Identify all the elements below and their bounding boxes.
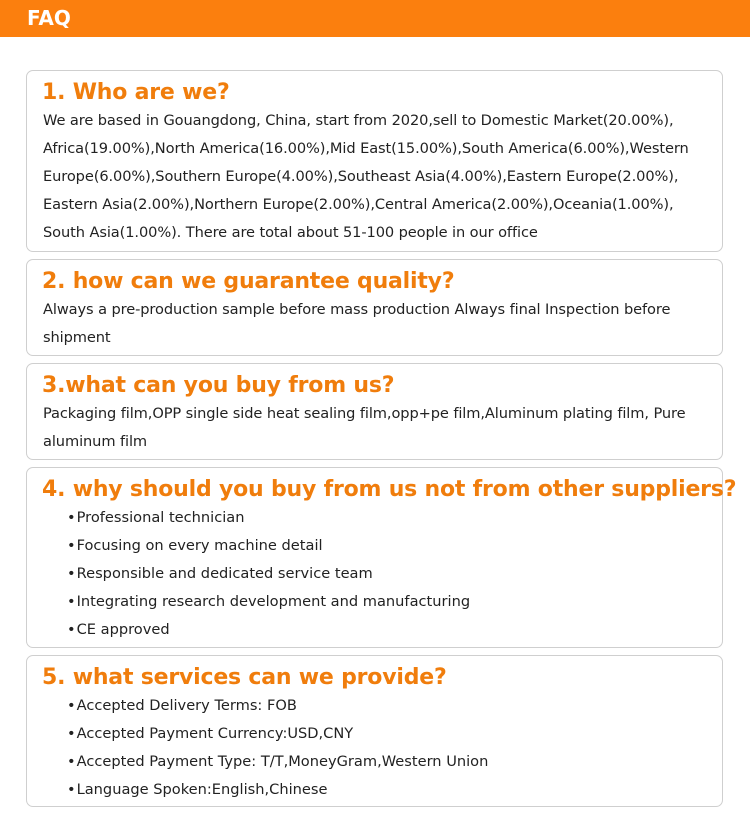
faq-card-2 bbox=[26, 259, 723, 356]
faq-answer-2: Always a pre-production sample before mass production Always final Inspection before shipment bbox=[43, 301, 671, 346]
faq-header bbox=[0, 0, 750, 37]
list-item: • Language Spoken:English,Chinese bbox=[67, 776, 488, 804]
faq-card-5 bbox=[26, 655, 723, 807]
faq-card-3 bbox=[26, 363, 723, 460]
faq-list-5 bbox=[67, 692, 488, 804]
list-item: • Focusing on every machine detail bbox=[67, 532, 470, 560]
faq-list-4 bbox=[67, 504, 470, 644]
faq-question-3: 3.what can you buy from us? bbox=[42, 373, 395, 398]
faq-question-4: 4. why should you buy from us not from other suppliers? bbox=[42, 477, 737, 502]
list-item: • Accepted Delivery Terms: FOB bbox=[67, 692, 488, 720]
list-item: • Accepted Payment Type: T/T,MoneyGram,Western Union bbox=[67, 748, 488, 776]
faq-question-2: 2. how can we guarantee quality? bbox=[42, 269, 455, 294]
list-item: • Professional technician bbox=[67, 504, 470, 532]
faq-question-5: 5. what services can we provide? bbox=[42, 665, 447, 690]
faq-title: FAQ bbox=[27, 6, 71, 30]
list-item: • CE approved bbox=[67, 616, 470, 644]
faq-question-1: 1. Who are we? bbox=[42, 80, 230, 105]
faq-answer-1: We are based in Gouangdong, China, start from 2020,sell to Domestic Market(20.00%), Africa(19.00%),North America(16.00%),Mid East(15.00%),South America(6.00%),Western Europe(6.00%),Southern Europe(4.00%),Southeast Asia(4.00%),Eastern Europe(2.00%), Eastern Asia(2.00%),Northern Europe(2.00%),Central America(2.00%),Oceania(1.00%), South Asia(1.00%). There are total about 51-100 people in our office bbox=[43, 112, 689, 241]
faq-answer-3: Packaging film,OPP single side heat sealing film,opp+pe film,Aluminum plating film, Pure aluminum film bbox=[43, 405, 686, 450]
list-item: • Responsible and dedicated service team bbox=[67, 560, 470, 588]
list-item: • Accepted Payment Currency:USD,CNY bbox=[67, 720, 488, 748]
faq-card-4 bbox=[26, 467, 737, 648]
faq-card-1 bbox=[26, 70, 723, 252]
list-item: • Integrating research development and manufacturing bbox=[67, 588, 470, 616]
